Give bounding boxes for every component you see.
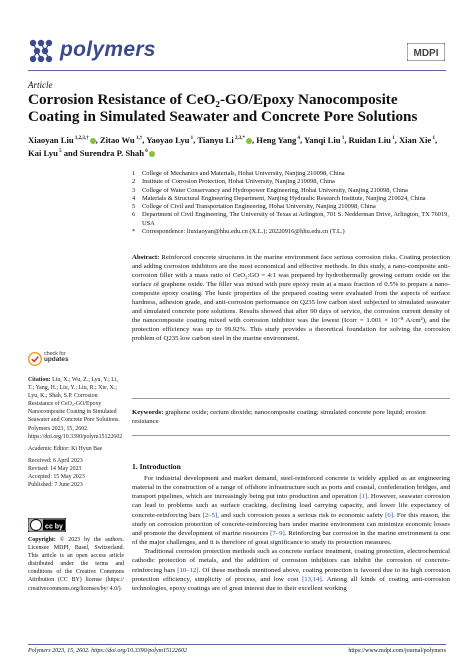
cc-by-badge-icon[interactable]: [28, 518, 66, 532]
author-name[interactable]: Zitao Wu: [99, 134, 135, 145]
affiliation-number: 6: [132, 211, 136, 219]
affiliation-item: [132, 228, 452, 236]
author-affiliation-marker: 1: [340, 136, 345, 141]
citation-label: Citation:: [28, 377, 51, 383]
author-affiliation-marker: 1,†: [134, 136, 143, 141]
citation-reference-link[interactable]: [2–5]: [202, 511, 218, 519]
author-affiliation-marker: 1,2,3,†: [73, 136, 89, 141]
mdpi-logo-text: MDPI: [413, 48, 439, 59]
affiliation-item: [132, 195, 452, 203]
citation-reference-link[interactable]: [7–9]: [270, 529, 285, 537]
author-name[interactable]: Yanqi Liu: [304, 134, 341, 145]
affiliation-number: 1: [132, 170, 136, 177]
affiliation-text: College of Water Conservancy and Hydropower Engineering, Hohai University, Nanjing 210098, China: [142, 186, 408, 194]
affiliation-text: College of Civil and Transportation Engineering, Hohai University, Nanjing 210098, China: [142, 203, 376, 211]
affiliation-text: College of Mechanics and Materials, Hohai University, Nanjing 210098, China: [142, 170, 345, 177]
footer-citation: Polymers 2023, 15, 2602. https://doi.org/10.3390/polym15122602: [28, 648, 187, 654]
date-revised: Revised: 14 May 2023: [28, 465, 82, 472]
author-affiliation-marker: 1: [189, 136, 194, 141]
citation: [28, 376, 124, 441]
author-affiliation-marker: 1: [431, 136, 435, 141]
citation-reference-link[interactable]: [1]: [359, 493, 368, 501]
abstract-text: Reinforced concrete structures in the marine environment face serious corrosion risks. Coating protection and adding corrosion inhibitors are the most economical and effective methods. In this study, a nano-composite anti-corrosion filler with a mass ratio of CeO₂:GO = 4:1 was prepared by hydrothermally growing cerium oxide on the surface of graphene oxide. The filler was mixed with pure epoxy resin at a mass fraction of 0.5% to prepare a nano-composite epoxy coating. The basic properties of the prepared coating were evaluated from the aspects of surface hardness, adhesion grade, and anti-corrosion performance on Q235 low carbon steel subjected to simulated seawater and simulated concrete pore solutions. Results showed that after 90 days of service, the corrosion current density of the nanocomposite coating mixed with corrosion inhibitor was the lowest (Icorr = 1.001 × 10⁻⁸ A/cm²), and the protection efficiency was up to 99.92%. This study provides a theoretical foundation for solving the corrosion problem of Q235 low carbon steel in the marine environment.: [132, 254, 450, 343]
mdpi-logo-icon: [407, 43, 445, 61]
keywords-label: Keywords:: [132, 409, 164, 416]
orcid-icon[interactable]: [90, 138, 96, 144]
orcid-icon[interactable]: [149, 151, 155, 157]
orcid-icon[interactable]: [246, 138, 252, 144]
journal-name: polymers: [60, 38, 156, 61]
affiliation-item: [132, 178, 452, 186]
paper-title: Corrosion Resistance of CeO₂-GO/Epoxy Nanocomposite Coating in Simulated Seawater and Concrete Pore Solutions: [28, 91, 418, 125]
affiliations: [132, 170, 452, 236]
affiliation-text: Institute of Corrosion Protection, Hohai University, Nanjing 210098, China: [142, 178, 335, 186]
affiliation-number: 2: [132, 178, 136, 186]
author-affiliation-marker: 2,3,*: [233, 136, 245, 141]
author-affiliation-marker: 4: [296, 136, 301, 141]
citation-reference-link[interactable]: [6]: [385, 511, 394, 519]
affiliation-number: 4: [132, 194, 136, 202]
date-published: Published: 7 June 2023: [28, 482, 83, 489]
footer-journal-url[interactable]: https://www.mdpi.com/journal/polymers: [348, 648, 446, 654]
keywords: [132, 408, 450, 426]
footer-rule: [28, 644, 446, 645]
copyright-text: © 2023 by the authors. Licensee MDPI, Basel, Switzerland. This article is an open access article distributed under the terms and conditions of the Creative Commons Attribution (CC BY) license (https:// creativecommons.org/licenses/by/ 4.0/).: [28, 537, 124, 592]
abstract: [132, 253, 450, 343]
citation-text: Liu, X.; Wu, Z.; Lyu, Y.; Li, T.; Yang, H.; Liu, Y.; Liu, R.; Xie, X.; Lyu, K.; Shah, S.P. Corrosion Resistance of CeO₂-GO/Epoxy Nanocomposite Coating in Simulated Seawater and Concrete Pore Solutions. Polymers 2023, 15, 2602. https://doi.org/10.3390/polym15122602: [28, 377, 123, 440]
author-affiliation-marker: 1: [390, 136, 395, 141]
abstract-divider: [132, 398, 450, 399]
introduction-body: [132, 474, 450, 593]
affiliation-text: Correspondence: liuxiaoyan@hhu.edu.cn (X.L.); 20220916@hhu.edu.cn (T.L.): [142, 228, 345, 236]
polymers-logo-icon: [28, 38, 54, 64]
author-affiliation-marker: 6: [144, 148, 148, 154]
intro-paragraph-2: Traditional corrosion protection methods such as concrete surface treatment, coating protection, electrochemical cathodic protection of metals, and the addition of corrosion inhibitors can inhibit the corrosion of concrete-reinforcing bars [10–12]. Of these methods mentioned above, coating protection is favored due to its high corrosion protection efficiency, simplicity of process, and low cost [13,14]. Among all kinds of coating anti-corrosion technologies, epoxy coatings are of great interest due to their excellent working: [132, 548, 451, 592]
author-name[interactable]: Heng Yang: [256, 134, 297, 145]
affiliation-text: Materials & Structural Engineering Department, Nanjing Hydraulic Research Institute, Nanjing 210024, China: [142, 194, 426, 202]
author-name[interactable]: Surendra P. Shah: [79, 147, 145, 158]
academic-editor: Academic Editor: Ki Hyun Bae: [28, 445, 103, 452]
affiliation-number: 5: [132, 203, 136, 211]
date-accepted: Accepted: 15 May 2023: [28, 474, 85, 481]
author-name[interactable]: Xian Xie: [398, 134, 432, 145]
check-for-updates-icon[interactable]: [28, 352, 42, 366]
author-name[interactable]: Kai Lyu: [28, 147, 58, 158]
date-received: Received: 6 April 2023: [28, 457, 83, 464]
affiliation-number: *: [132, 228, 136, 236]
intro-paragraph-1: For industrial development and market demand, steel-reinforced concrete is widely applied as an engineering material in the construction of a range of offshore infrastructure such as ports and coastal, confederation bridges, and transport pipelines, which are increasingly being put into production and operation [1]. However, seawater corrosion can lead to problems such as surface cracking, declining load carrying capacity, and lower life expectancy of concrete-reinforcing bars [2–5], and such corrosion poses a serious risk to economic safety [6]. For this reason, the study on corrosion protection of concrete-reinforcing bars under marine environment can minimize economic losses and promote the development of marine resources [7–9]. Reinforcing bar corrosion in the marine environment is one of the major challenges, and it is therefore of great significance to study its protection measures.: [132, 475, 451, 547]
author-affiliation-marker: 5: [57, 148, 62, 154]
abstract-label: Abstract:: [132, 254, 160, 261]
author-name[interactable]: Xiaoyan Liu: [28, 134, 74, 145]
check-line2: updates: [44, 356, 69, 364]
header-rule: [28, 70, 446, 71]
citation-reference-link[interactable]: [13,14]: [302, 575, 322, 583]
article-type: Article: [28, 80, 53, 90]
copyright-label: Copyright:: [28, 537, 56, 543]
keywords-divider: [132, 435, 450, 436]
article-info-sidebar: [28, 376, 124, 489]
affiliation-item: [132, 211, 452, 228]
author-list: Xiaoyan Liu $^{1,2,3,\dagger}$ , Zitao Wu $^{1,\dagger}$, Yaoyao Lyu $^1$, Tianyu Li $^{2,3,*}$ , Heng Yang $^4$, Yanqi Liu $^1$, Ruidan Liu $^1$, Xian Xie $^1$, Kai Lyu $^5$ and Surendra P. Shah $^6$: [28, 134, 438, 158]
affiliation-item: [132, 187, 452, 195]
author-name[interactable]: Tianyu Li: [197, 134, 234, 145]
section-heading-introduction: 1. Introduction: [132, 462, 181, 471]
affiliation-item: [132, 203, 452, 211]
check-line1: check for: [44, 351, 66, 357]
affiliation-item: [132, 170, 452, 178]
check-for-updates[interactable]: [44, 351, 69, 363]
affiliation-number: 3: [132, 186, 136, 194]
author-name[interactable]: Ruidan Liu: [348, 134, 391, 145]
affiliation-text: Department of Civil Engineering, The University of Texas at Arlington, 701 S. Nedderman Drive, Arlington, TX 76019, USA: [142, 211, 449, 227]
author-name[interactable]: Yaoyao Lyu: [146, 134, 190, 145]
citation-reference-link[interactable]: [10–12]: [177, 566, 199, 574]
copyright-notice: [28, 536, 124, 593]
keywords-text: graphene oxide; cerium dioxide; nanocomposite coating; simulated concrete pore liquid; erosion resistance: [132, 409, 426, 426]
cc-by-text: cc by: [45, 523, 63, 531]
